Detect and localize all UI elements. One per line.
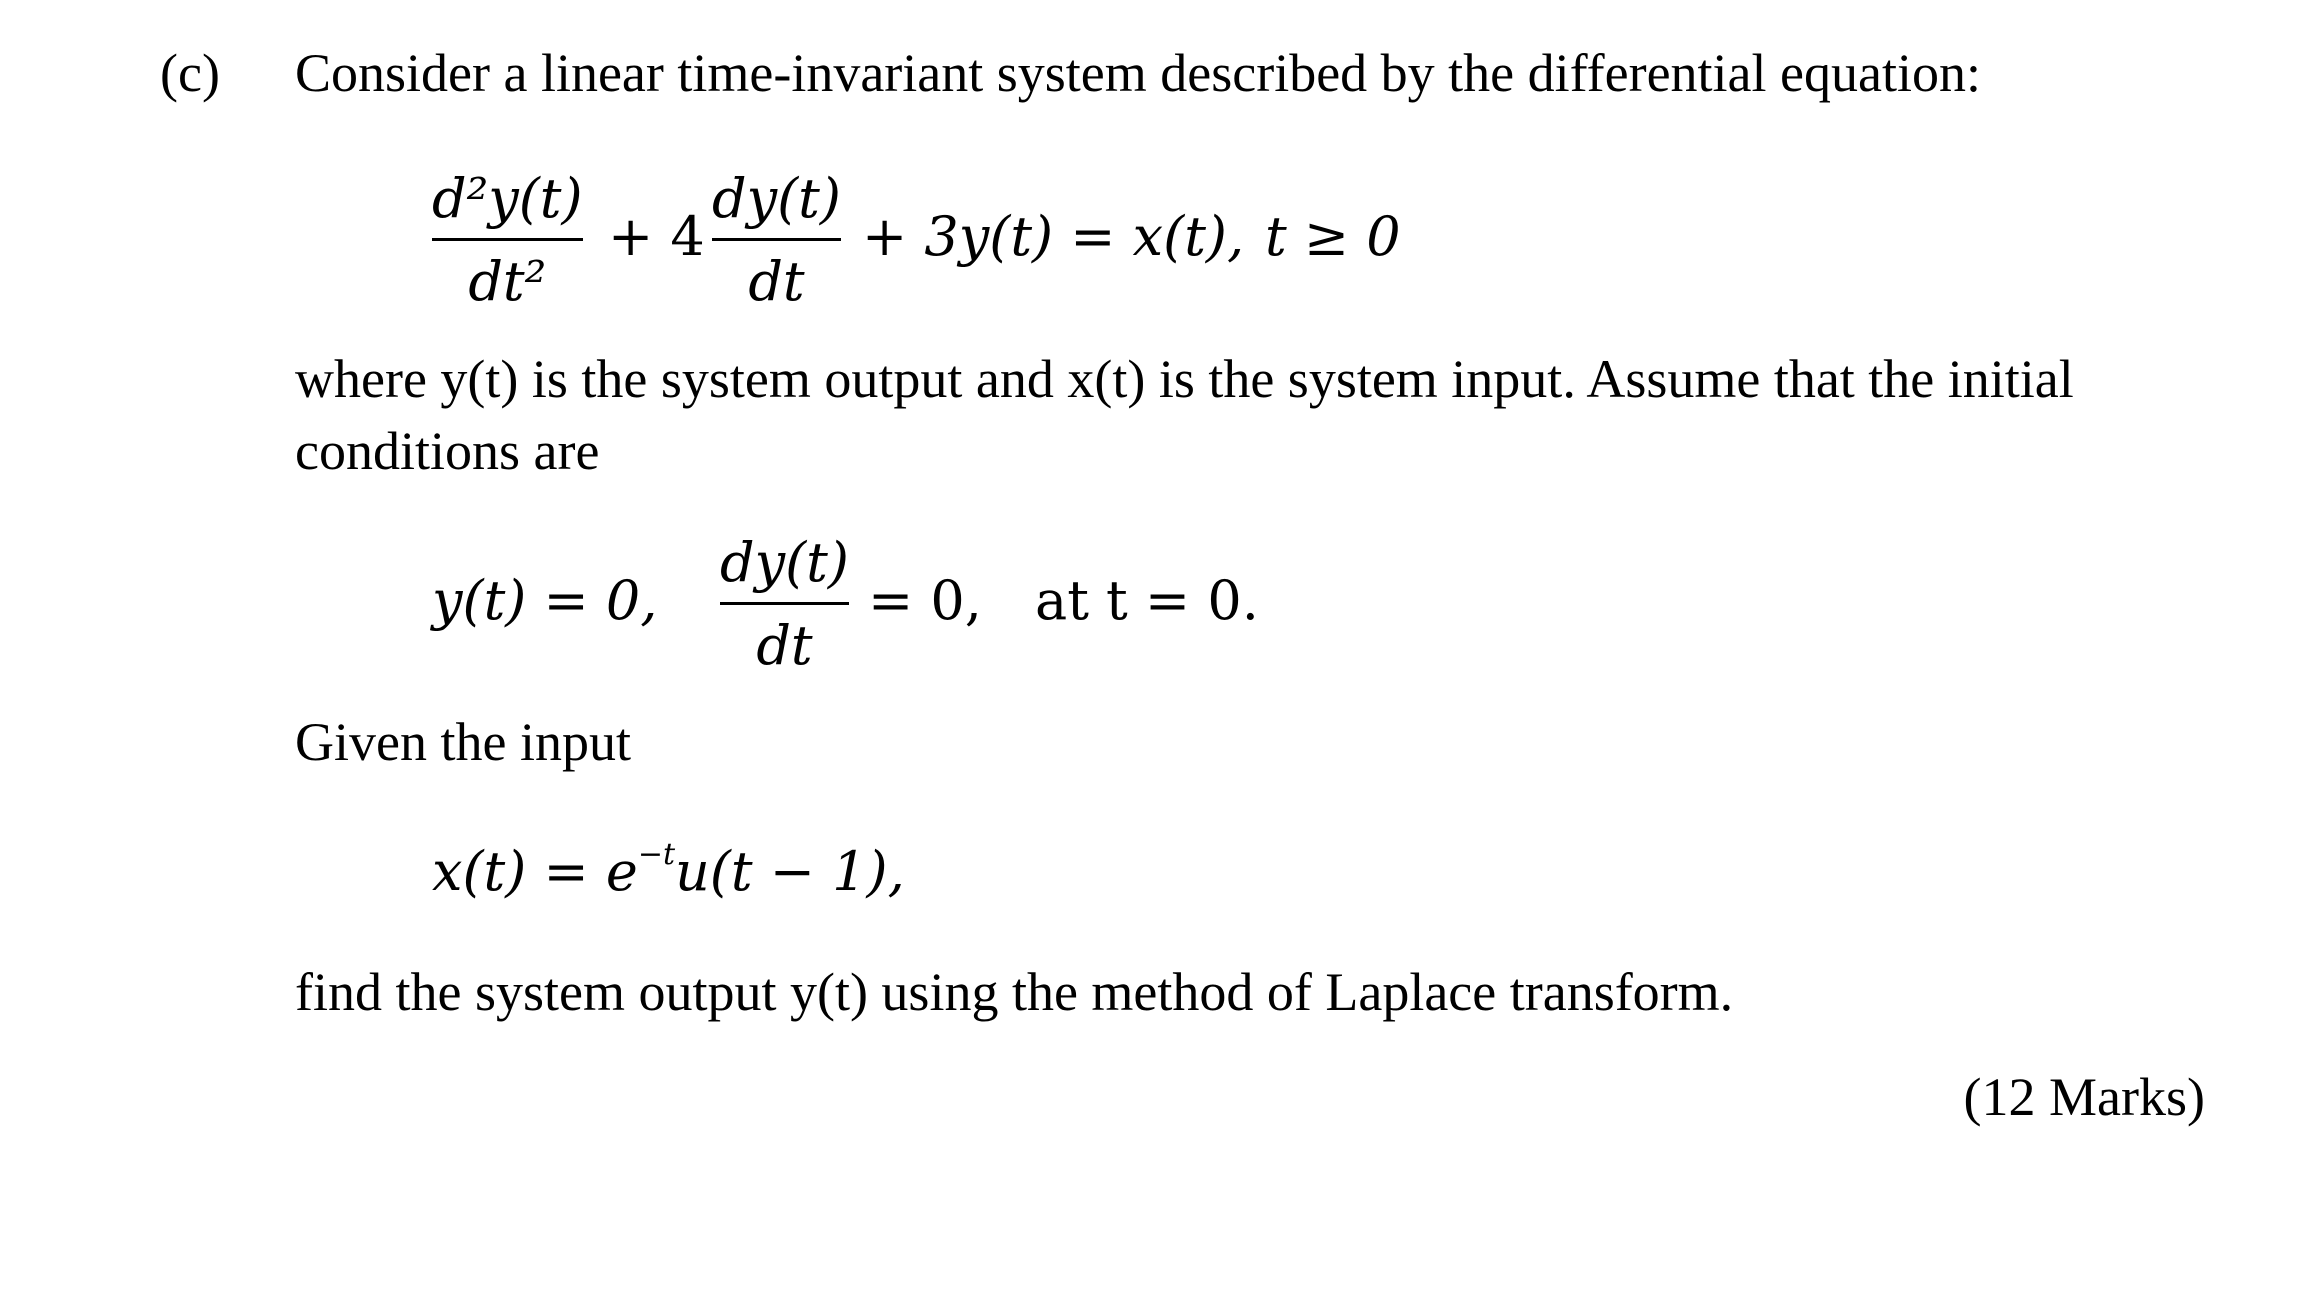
ode-frac1-numerator: d²y(t) <box>432 167 583 230</box>
fraction-bar <box>720 602 849 605</box>
ode-frac2-denominator: dt <box>748 250 805 314</box>
given-text: Given the input <box>295 712 631 772</box>
initial-y-zero: y(t) = 0, <box>432 569 658 632</box>
ode-time-condition: t ≥ 0 <box>1265 205 1401 268</box>
ode-first-derivative-fraction <box>712 168 841 313</box>
initial-derivative-equals: = 0, <box>868 569 982 632</box>
question-intro: Consider a linear time-invariant system described by the differential equation: <box>295 43 1981 103</box>
find-text: find the system output y(t) using the method of Laplace transform. <box>295 962 1734 1022</box>
ode-remainder: + 3y(t) = x(t), <box>862 205 1245 268</box>
initial-derivative-fraction <box>720 532 849 677</box>
input-equation: $x(t) = e^{-t}u(t - 1)$, <box>432 837 905 903</box>
where-text-line1: where y(t) is the system output and x(t) is the system input. Assume that the initial <box>295 349 2074 409</box>
ode-plus-four: + 4 <box>608 205 705 268</box>
ode-frac2-numerator: dy(t) <box>712 167 841 230</box>
part-label: (c) <box>160 43 220 103</box>
initial-at-time: at t = 0. <box>1035 569 1259 632</box>
marks-label: (12 Marks) <box>1963 1067 2205 1127</box>
initial-frac-numerator: dy(t) <box>720 531 849 594</box>
where-text-line2: conditions are <box>295 421 600 481</box>
input-exponent: −t <box>637 837 676 872</box>
ode-frac1-denominator: dt² <box>468 250 547 314</box>
fraction-bar <box>432 238 583 241</box>
ode-second-derivative-fraction <box>432 168 583 313</box>
fraction-bar <box>712 238 841 241</box>
initial-frac-denominator: dt <box>756 614 813 678</box>
